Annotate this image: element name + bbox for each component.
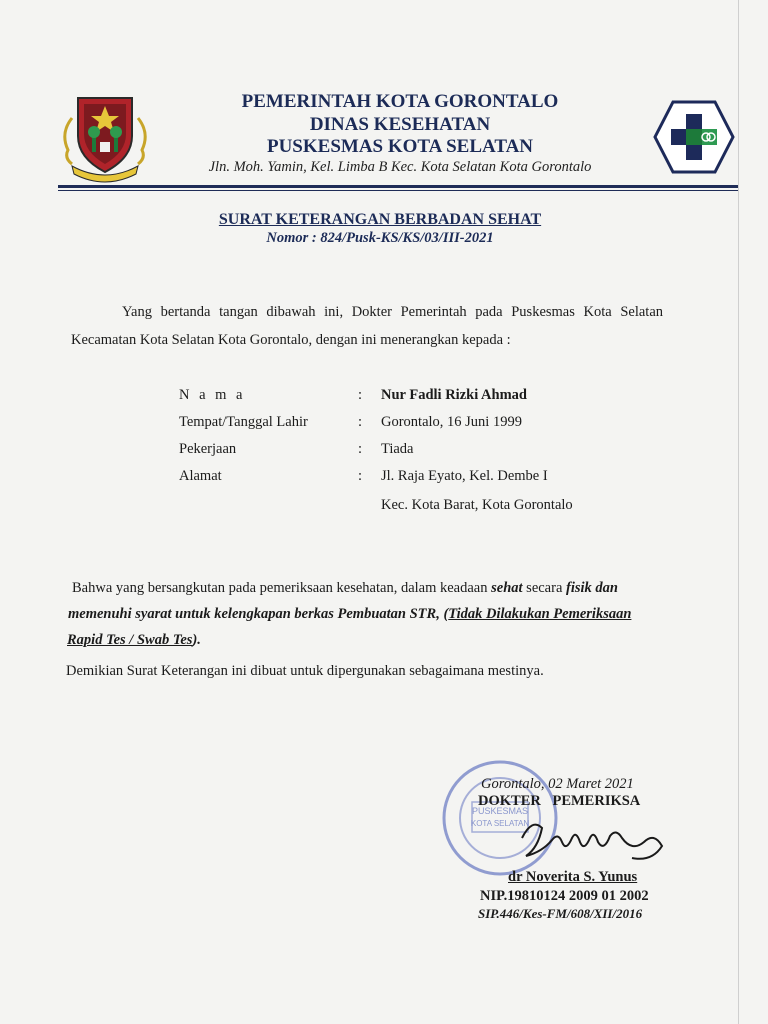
statement-emphasis-healthy: sehat <box>491 580 523 596</box>
colon: : <box>358 387 363 403</box>
statement-text: memenuhi syarat untuk kelengkapan berkas Pembuatan STR, ( <box>68 606 449 622</box>
signature-role: DOKTER PEMERIKSA <box>478 793 641 809</box>
statement-text: secara <box>522 580 567 596</box>
value-address-line-2: Kec. Kota Barat, Kota Gorontalo <box>381 497 573 513</box>
header-address: Jln. Moh. Yamin, Kel. Limba B Kec. Kota Selatan Kota Gorontalo <box>208 159 592 175</box>
label-address: Alamat <box>179 468 222 484</box>
page-edge <box>738 0 739 1024</box>
value-birth: Gorontalo, 16 Juni 1999 <box>381 414 522 430</box>
statement-underlined: Rapid Tes / Swab Tes <box>67 632 193 648</box>
intro-line-1: Yang bertanda tangan dibawah ini, Dokter Pemerintah pada Puskesmas Kota Selatan <box>122 304 664 320</box>
signature-place-date: Gorontalo, 02 Maret 2021 <box>481 776 634 792</box>
statement-line-3 <box>67 632 201 649</box>
statement-line-1 <box>72 580 618 597</box>
label-birth: Tempat/Tanggal Lahir <box>179 414 308 430</box>
doctor-name: dr Noverita S. Yunus <box>508 869 638 885</box>
header-government: PEMERINTAH KOTA GORONTALO <box>241 91 559 112</box>
document-title: SURAT KETERANGAN BERBADAN SEHAT <box>218 211 542 228</box>
statement-line-2 <box>68 606 631 623</box>
city-emblem-icon <box>58 88 152 184</box>
header-puskesmas: PUSKESMAS KOTA SELATAN <box>266 136 534 157</box>
label-name: N a m a <box>179 387 246 403</box>
statement-text: ). <box>192 632 201 648</box>
puskesmas-cross-icon <box>653 100 735 174</box>
handwritten-signature-icon <box>512 808 672 870</box>
header-divider-thin <box>58 190 738 191</box>
statement-emphasis-physical: fisik dan <box>566 580 618 596</box>
doctor-nip: NIP.19810124 2009 01 2002 <box>480 888 649 904</box>
value-name: Nur Fadli Rizki Ahmad <box>381 387 527 403</box>
header-divider-thick <box>58 185 738 188</box>
document-number: Nomor : 824/Pusk-KS/KS/03/III-2021 <box>266 230 494 246</box>
closing-sentence: Demikian Surat Keterangan ini dibuat untuk dipergunakan sebagaimana mestinya. <box>66 663 544 679</box>
svg-text:KOTA SELATAN: KOTA SELATAN <box>470 819 530 828</box>
value-occupation: Tiada <box>381 441 414 457</box>
statement-underlined: Tidak Dilakukan Pemeriksaan <box>448 606 632 622</box>
colon: : <box>358 441 363 457</box>
header-department: DINAS KESEHATAN <box>309 114 491 135</box>
intro-line-2: Kecamatan Kota Selatan Kota Gorontalo, dengan ini menerangkan kepada : <box>71 332 511 348</box>
statement-text: Bahwa yang bersangkutan pada pemeriksaan kesehatan, dalam keadaan <box>72 580 492 596</box>
label-occupation: Pekerjaan <box>179 441 237 457</box>
colon: : <box>358 468 363 484</box>
value-address-line-1: Jl. Raja Eyato, Kel. Dembe I <box>381 468 548 484</box>
colon: : <box>358 414 363 430</box>
svg-text:PUSKESMAS: PUSKESMAS <box>471 806 529 816</box>
doctor-sip: SIP.446/Kes-FM/608/XII/2016 <box>478 906 643 921</box>
